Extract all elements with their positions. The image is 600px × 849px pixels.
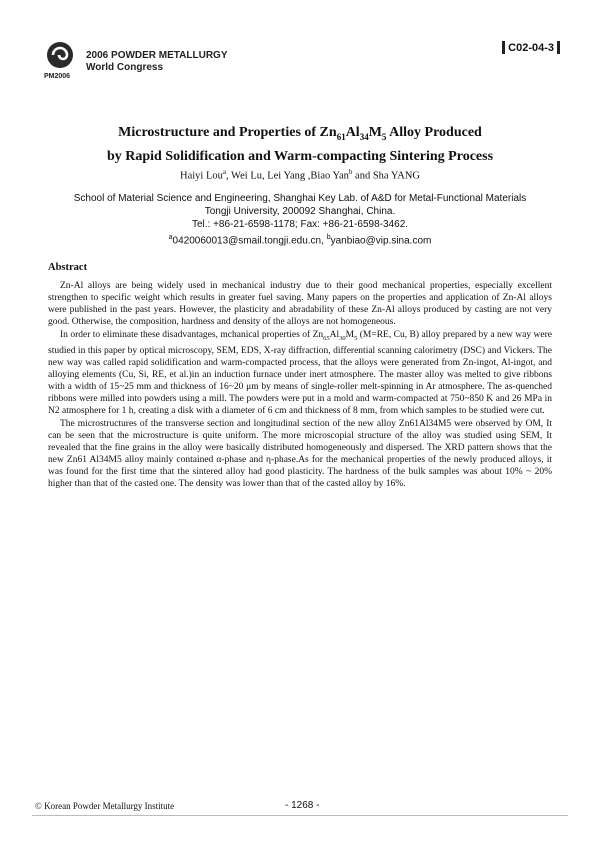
abstract-heading: Abstract: [48, 262, 88, 273]
title-line-2: by Rapid Solidification and Warm-compacting Sintering Process: [106, 148, 494, 164]
title-line-1: Microstructure and Properties of $Zn_{61}Al_{34}M_5$ Alloy Produced: [118, 125, 482, 142]
affiliation-line-2: Tongji University, 200092 Shanghai, China.: [204, 206, 396, 217]
paper-title: [40, 123, 560, 166]
abstract-paragraph-2: In order to eliminate these disadvantages, mchanical properties of $Zn_{65}Al_{30}M_5$ (M=RE, Cu, B) alloy prepared by a new way were studied in this paper by optical microscopy, SEM, EDS, X-ray diffraction, differential scanning calorimetry (DSC) and Vickers. The new way was called rapid solidification and warm-compacted process, that the alloys were generated from Zn-ingot, Al-ingot, and alloying elements (Cu, Si, RE, et al.)in an induction furnace under inert atmosphere. The master alloy was melted to give ribbons with a width of 15~25 mm and thickness of 16~20 μm by means of single-roller melt-spinning in Ar atmosphere. The as-quenched ribbons were milled into powders using a mill. The powders were put in a mold and warm-compacted at 750~850 K and 26 MPa in N2 atmosphere for 1 h, creating a disk with a diameter of 6 cm and thickness of 8 mm, from which samples to be studied were cut.: [48, 330, 552, 416]
page-number: - 1268 -: [285, 800, 320, 811]
code-right-bar: [557, 41, 560, 54]
conference-line-1: 2006 POWDER METALLURGY: [86, 50, 228, 61]
paper-code: C02-04-3: [508, 41, 554, 54]
copyright-notice: © Korean Powder Metallurgy Institute: [35, 801, 175, 811]
contact-phone-fax: Tel.: +86-21-6598-1178; Fax: +86-21-6598-3462.: [191, 219, 409, 230]
code-left-bar: [502, 41, 505, 54]
author-list: Haiyi Lou$^a$, Wei Lu, Lei Yang ,Biao Yan$^b$ and Sha YANG: [180, 168, 420, 182]
abstract-paragraph-1: Zn-Al alloys are being widely used in mechanical industry due to their good mechanical properties, especially excellent strengthen to specific weight which results in greater fuel saving. Many papers on the properties and application of Zn-Al alloys were published in the past years. However, the plasticity and abradability of these Zn-Al alloys produced by casting are not very good. Otherwise, the composition, hardness and density of the alloys are not homogeneous.: [48, 281, 552, 327]
footer-divider: [32, 815, 568, 816]
paper-code-badge: [499, 41, 563, 54]
affiliation-line-1: School of Material Science and Engineering, Shanghai Key Lab. of A&D for Metal-Functional Materials: [73, 193, 527, 204]
conference-name: [86, 50, 228, 74]
logo-text: PM2006: [44, 73, 71, 80]
pm2006-logo: [43, 40, 77, 80]
abstract-paragraph-3: The microstructures of the transverse section and longitudinal section of the new alloy Zn61Al34M5 were observed by OM, It can be seen that the microstructure is quite uniform. The more microscopial structure of the alloy was studied using SEM, It revealed that the fine grains in the alloy were basically distributed homogeneously and dispersed. The XRD pattern shows that the new Zn61 Al34M5 alloy mainly contained α-phase and η-phase.As for the mechanical properties of the newly produced alloys, it was found for the first time that the sintered alloy had good plasticity. The hardness of the bulk samples was about 10% ~ 20% higher than that of the casted one. The density was lower than that of the casted alloy by 16%.: [48, 418, 552, 489]
conference-line-2: World Congress: [86, 62, 164, 73]
abstract-body: [48, 280, 552, 491]
affiliation: [40, 192, 560, 247]
contact-emails: $^a$0420060013@smail.tongji.edu.cn, $^b$yanbiao@vip.sina.com: [168, 234, 432, 247]
swirl-logo-icon: [43, 40, 77, 80]
email-a: 0420060013@smail.tongji.edu.cn,: [172, 235, 327, 247]
email-b: yanbiao@vip.sina.com: [330, 235, 432, 247]
